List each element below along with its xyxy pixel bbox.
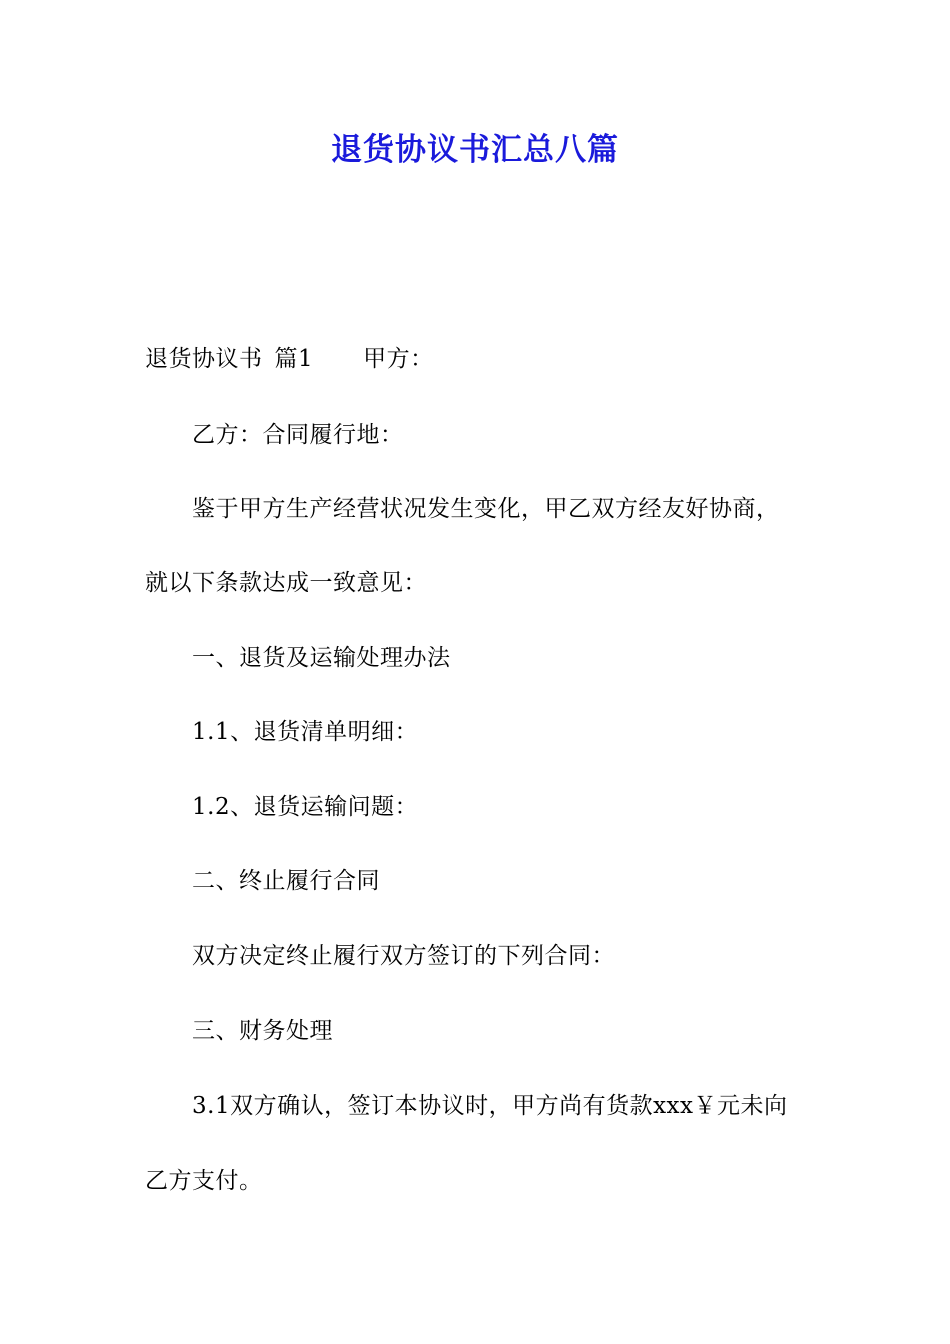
section-title: 三、财务处理: [192, 1018, 333, 1044]
heading-section: 篇1: [274, 346, 314, 372]
paragraph-continuation: 乙方支付。: [145, 1168, 263, 1194]
paragraph: 鉴于甲方生产经营状况发生变化，甲乙双方经友好协商，: [192, 496, 780, 522]
heading-party-a: 甲方：: [363, 346, 434, 372]
heading-label: 退货协议书: [145, 346, 263, 372]
section-heading: [145, 344, 434, 374]
document-title: 退货协议书汇总八篇: [331, 132, 619, 168]
clause: 3.1双方确认，签订本协议时，甲方尚有货款xxx￥元未向: [192, 1093, 788, 1119]
clause: 1.1、退货清单明细：: [192, 719, 419, 745]
section-title: 二、终止履行合同: [192, 868, 380, 894]
paragraph: 乙方：合同履行地：: [192, 422, 404, 448]
paragraph: 双方决定终止履行双方签订的下列合同：: [192, 943, 615, 969]
clause: 1.2、退货运输问题：: [192, 794, 419, 820]
section-title: 一、退货及运输处理办法: [192, 645, 451, 671]
paragraph-continuation: 就以下条款达成一致意见：: [145, 570, 427, 596]
